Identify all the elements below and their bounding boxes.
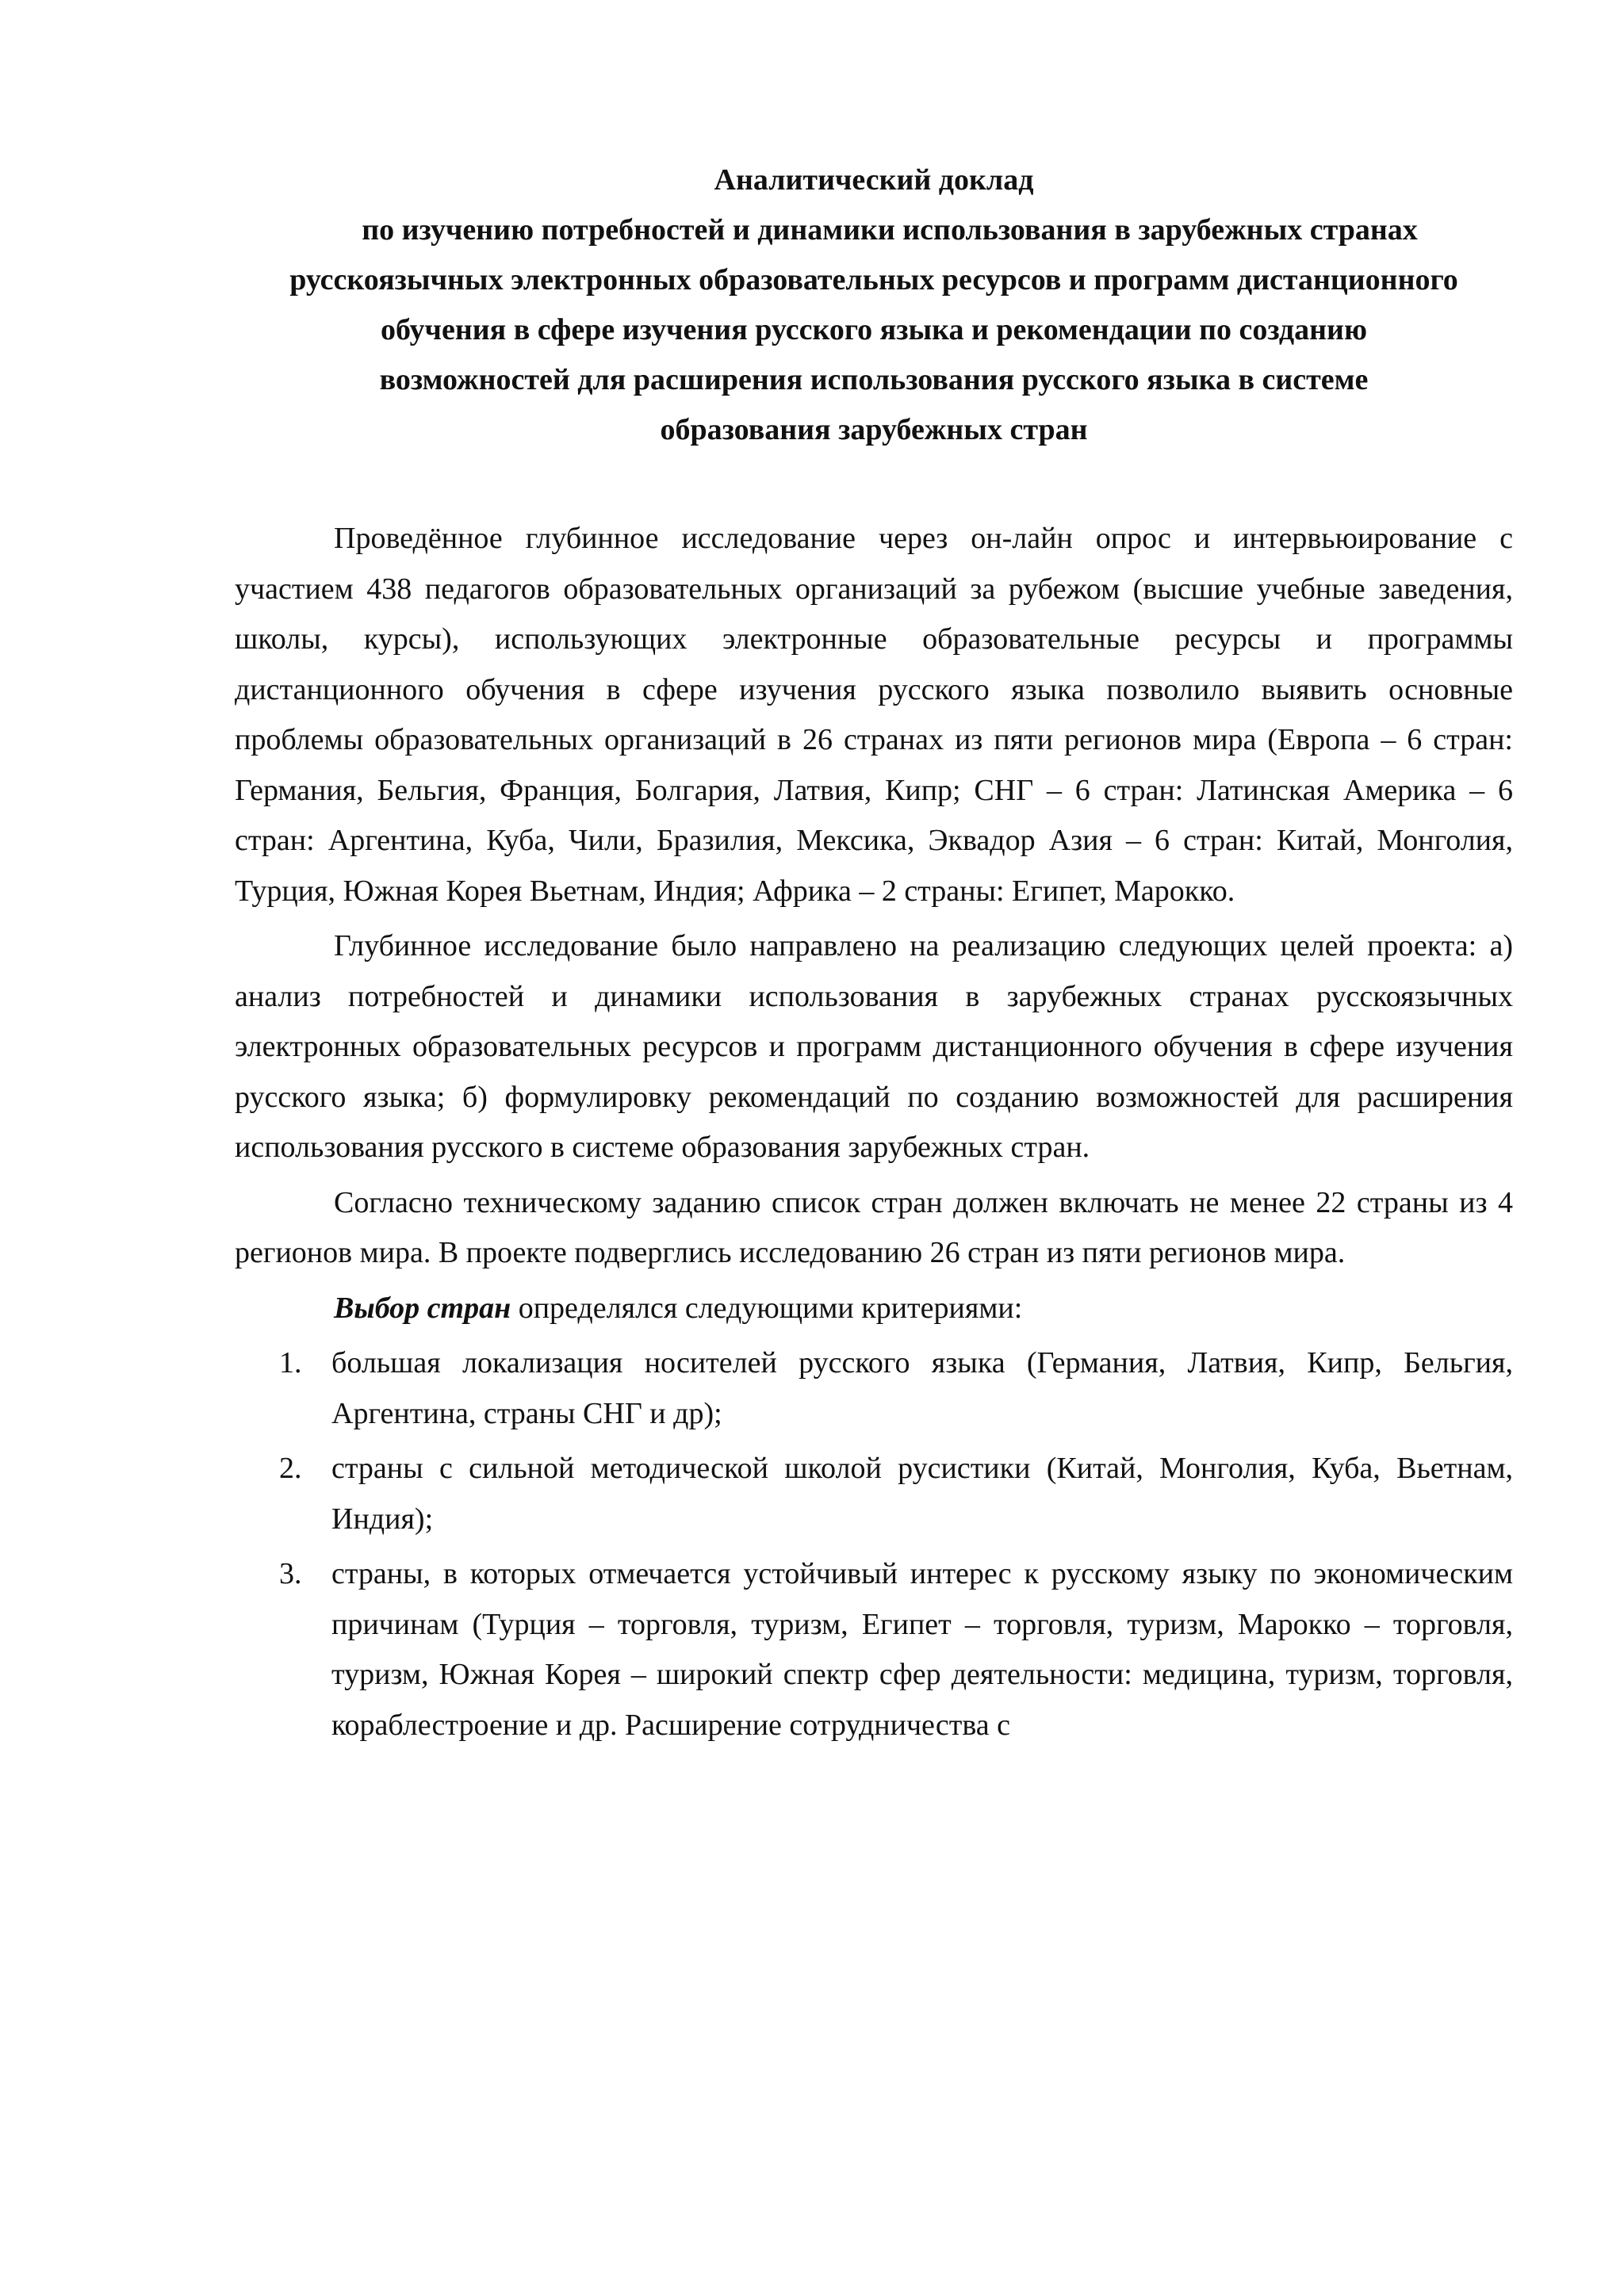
criteria-item-text: большая локализация носителей русского языка (Германия, Латвия, Кипр, Бельгия, Аргентина, страны СНГ и др); <box>331 1346 1513 1430</box>
criteria-item <box>235 1444 1513 1544</box>
criteria-item-text: страны с сильной методической школой русистики (Китай, Монголия, Куба, Вьетнам, Индия); <box>331 1452 1513 1536</box>
criteria-item-number: 3. <box>279 1557 302 1590</box>
paragraph-country-count: Согласно техническому заданию список стран должен включать не менее 22 страны из 4 регионов мира. В проекте подверглись исследованию 26 стран из пяти регионов мира. <box>235 1185 1513 1269</box>
paragraph-study-goals: Глубинное исследование было направлено на реализацию следующих целей проекта: а) анализ потребностей и динамики использования в зарубежных странах русскоязычных электронных образовательных ресурсов и программ дистанционного обучения в сфере изучения русского языка; б) формулировку рекомендаций по созданию возможностей для расширения использования русского в системе образования зарубежных стран. <box>235 929 1513 1164</box>
report-body <box>235 514 1513 1751</box>
criteria-item-number: 2. <box>279 1452 302 1485</box>
title-line-4: обучения в сфере изучения русского языка и рекомендации по созданию <box>381 313 1367 346</box>
criteria-intro-emphasis: Выбор стран <box>334 1291 511 1325</box>
title-line-2: по изучению потребностей и динамики использования в зарубежных странах <box>362 213 1418 247</box>
criteria-item-text: страны, в которых отмечается устойчивый интерес к русскому языку по экономическим причинам (Турция – торговля, туризм, Египет – торговля, туризм, Марокко – торговля, туризм, Южная Корея – широкий спектр сфер деятельности: медицина, туризм, торговля, кораблестроение и др. Расширение сотрудничества с <box>331 1557 1513 1742</box>
criteria-item <box>235 1549 1513 1751</box>
title-line-3: русскоязычных электронных образовательных ресурсов и программ дистанционного <box>289 263 1458 297</box>
criteria-list <box>235 1338 1513 1751</box>
criteria-intro <box>235 1284 1513 1334</box>
document-page <box>235 155 1513 1755</box>
title-line-6: образования зарубежных стран <box>660 413 1088 446</box>
title-line-5: возможностей для расширения использования русского языка в системе <box>379 363 1369 396</box>
paragraph-study-summary: Проведённое глубинное исследование через он-лайн опрос и интервьюирование с участием 438 педагогов образовательных организаций за рубежом (высшие учебные заведения, школы, курсы), использующих электронные образовательные ресурсы и программы дистанционного обучения в сфере изучения русского языка позволило выявить основные проблемы образовательных организаций в 26 странах из пяти регионов мира (Европа – 6 стран: Германия, Бельгия, Франция, Болгария, Латвия, Кипр; СНГ – 6 стран: Латинская Америка – 6 стран: Аргентина, Куба, Чили, Бразилия, Мексика, Эквадор Азия – 6 стран: Китай, Монголия, Турция, Южная Корея Вьетнам, Индия; Африка – 2 страны: Египет, Марокко. <box>235 522 1513 908</box>
title-line-1: Аналитический доклад <box>714 163 1034 197</box>
criteria-item <box>235 1338 1513 1439</box>
criteria-item-number: 1. <box>279 1346 302 1380</box>
report-title <box>235 155 1513 455</box>
criteria-intro-text: определялся следующими критериями: <box>511 1291 1023 1325</box>
